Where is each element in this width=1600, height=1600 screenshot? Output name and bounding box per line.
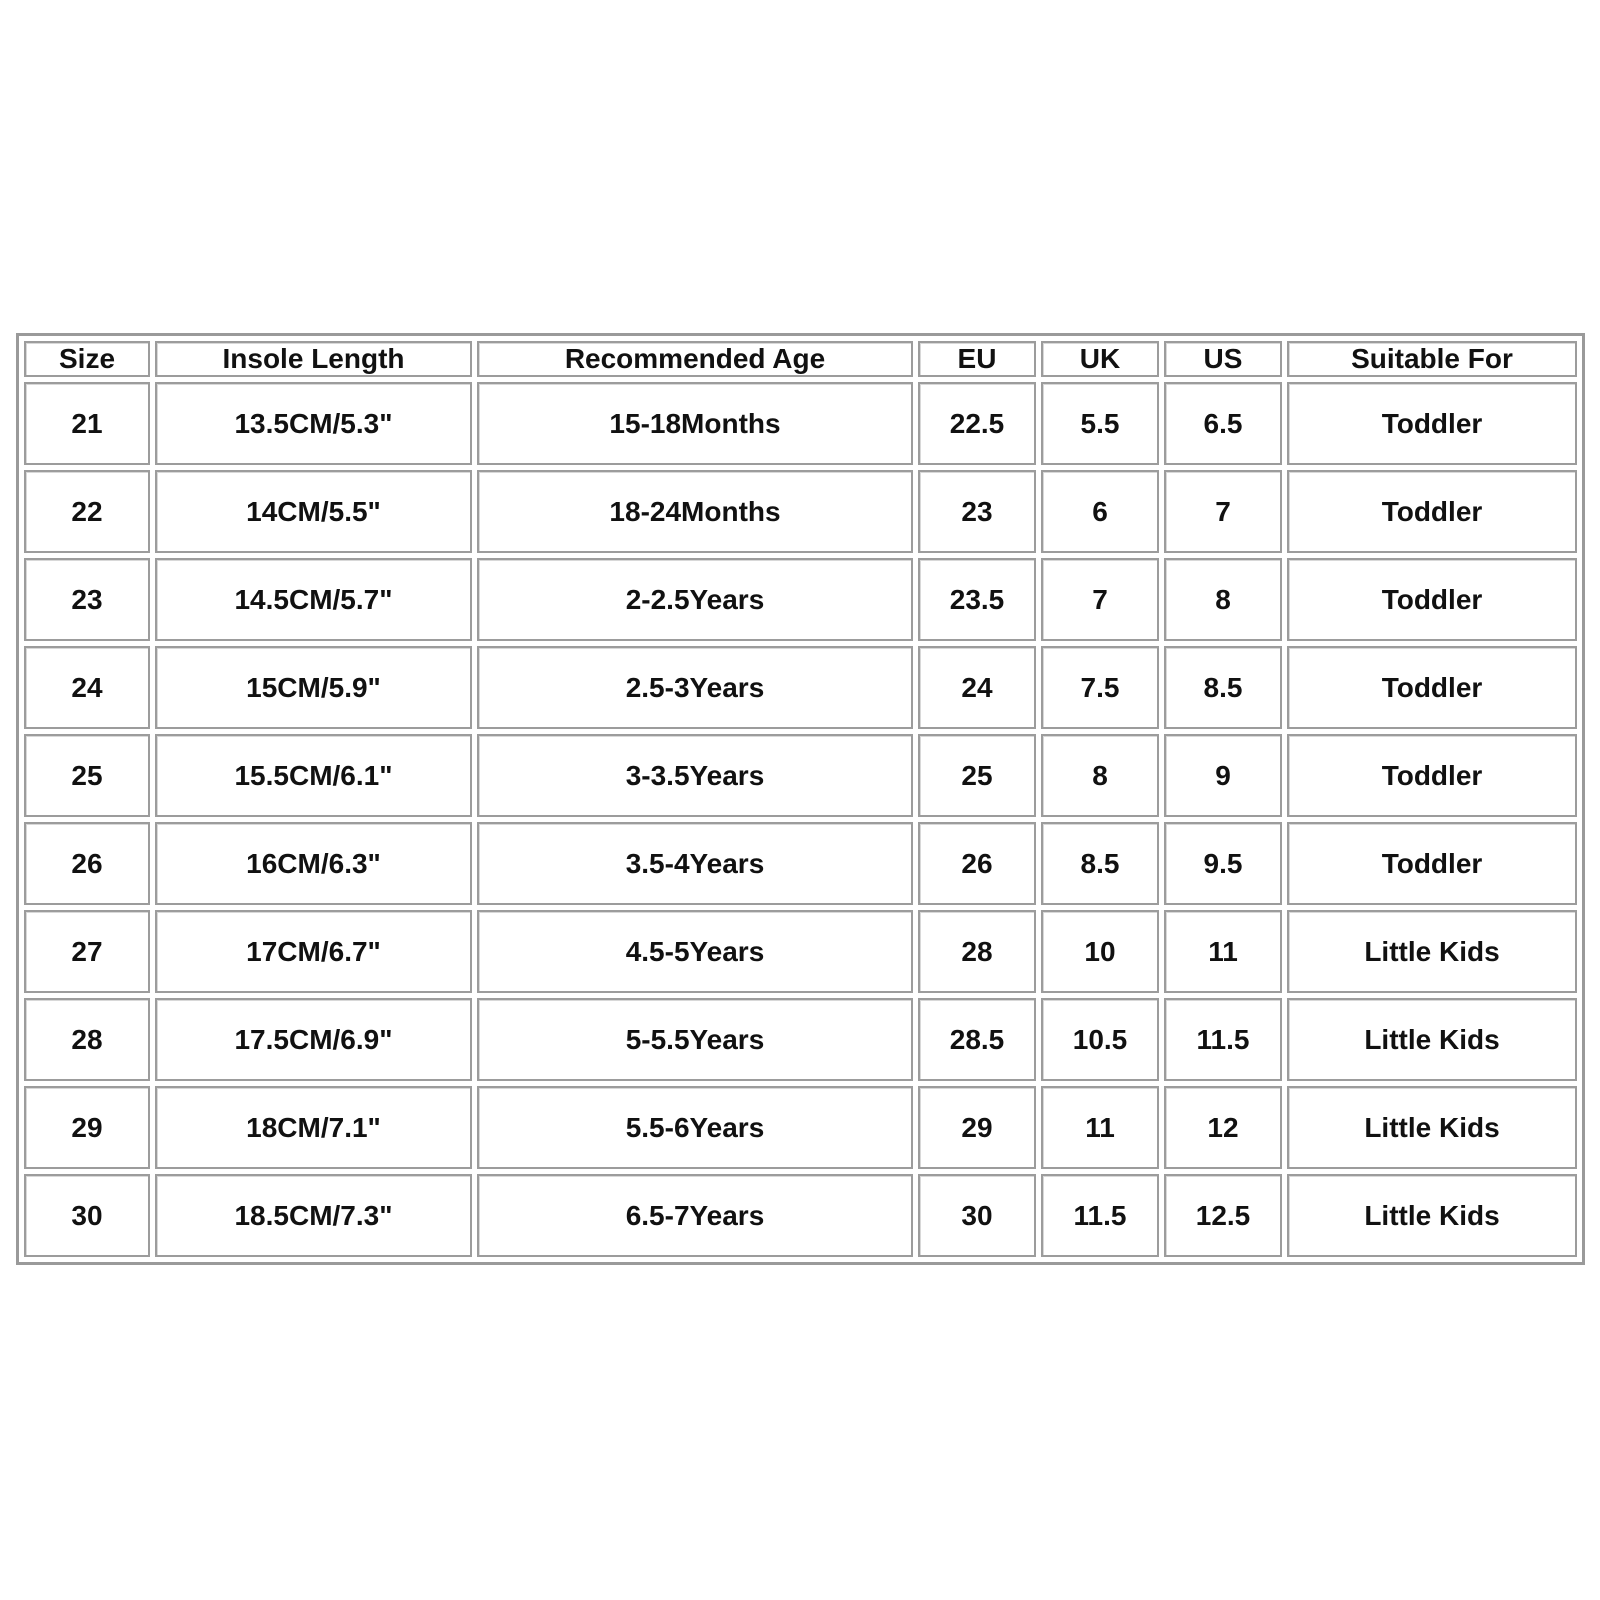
cell-us: 12 xyxy=(1164,1086,1282,1169)
cell-us: 7 xyxy=(1164,470,1282,553)
cell-eu: 30 xyxy=(918,1174,1036,1257)
size-chart-table xyxy=(16,333,1585,1265)
cell-recommended-age: 4.5-5Years xyxy=(477,910,913,993)
header-insole-length: Insole Length xyxy=(155,341,472,377)
header-size: Size xyxy=(24,341,150,377)
cell-suitable-for: Little Kids xyxy=(1287,910,1577,993)
table-row xyxy=(24,910,1577,993)
cell-uk: 11.5 xyxy=(1041,1174,1159,1257)
cell-insole-length: 16CM/6.3" xyxy=(155,822,472,905)
cell-recommended-age: 5-5.5Years xyxy=(477,998,913,1081)
cell-recommended-age: 15-18Months xyxy=(477,382,913,465)
cell-size: 27 xyxy=(24,910,150,993)
cell-eu: 28 xyxy=(918,910,1036,993)
cell-us: 8.5 xyxy=(1164,646,1282,729)
cell-size: 25 xyxy=(24,734,150,817)
cell-us: 11 xyxy=(1164,910,1282,993)
cell-uk: 5.5 xyxy=(1041,382,1159,465)
cell-size: 28 xyxy=(24,998,150,1081)
cell-insole-length: 14CM/5.5" xyxy=(155,470,472,553)
cell-eu: 24 xyxy=(918,646,1036,729)
cell-suitable-for: Toddler xyxy=(1287,734,1577,817)
cell-insole-length: 18CM/7.1" xyxy=(155,1086,472,1169)
cell-size: 22 xyxy=(24,470,150,553)
cell-insole-length: 17CM/6.7" xyxy=(155,910,472,993)
header-row xyxy=(24,341,1577,377)
table-row xyxy=(24,470,1577,553)
cell-eu: 29 xyxy=(918,1086,1036,1169)
cell-uk: 10.5 xyxy=(1041,998,1159,1081)
cell-uk: 8.5 xyxy=(1041,822,1159,905)
header-eu: EU xyxy=(918,341,1036,377)
cell-us: 9 xyxy=(1164,734,1282,817)
table-row xyxy=(24,1174,1577,1257)
cell-uk: 10 xyxy=(1041,910,1159,993)
cell-size: 29 xyxy=(24,1086,150,1169)
header-uk: UK xyxy=(1041,341,1159,377)
table-row xyxy=(24,382,1577,465)
cell-eu: 25 xyxy=(918,734,1036,817)
cell-us: 9.5 xyxy=(1164,822,1282,905)
table-row xyxy=(24,998,1577,1081)
cell-eu: 23.5 xyxy=(918,558,1036,641)
cell-uk: 11 xyxy=(1041,1086,1159,1169)
cell-uk: 7 xyxy=(1041,558,1159,641)
cell-uk: 8 xyxy=(1041,734,1159,817)
cell-size: 30 xyxy=(24,1174,150,1257)
cell-insole-length: 14.5CM/5.7" xyxy=(155,558,472,641)
cell-recommended-age: 2.5-3Years xyxy=(477,646,913,729)
table-row xyxy=(24,822,1577,905)
cell-suitable-for: Toddler xyxy=(1287,382,1577,465)
cell-suitable-for: Toddler xyxy=(1287,822,1577,905)
table-row xyxy=(24,734,1577,817)
table-row xyxy=(24,1086,1577,1169)
cell-insole-length: 17.5CM/6.9" xyxy=(155,998,472,1081)
cell-recommended-age: 3.5-4Years xyxy=(477,822,913,905)
cell-eu: 23 xyxy=(918,470,1036,553)
cell-uk: 6 xyxy=(1041,470,1159,553)
cell-size: 21 xyxy=(24,382,150,465)
header-recommended-age: Recommended Age xyxy=(477,341,913,377)
cell-eu: 22.5 xyxy=(918,382,1036,465)
cell-insole-length: 18.5CM/7.3" xyxy=(155,1174,472,1257)
cell-recommended-age: 5.5-6Years xyxy=(477,1086,913,1169)
cell-recommended-age: 6.5-7Years xyxy=(477,1174,913,1257)
cell-eu: 28.5 xyxy=(918,998,1036,1081)
header-suitable-for: Suitable For xyxy=(1287,341,1577,377)
cell-recommended-age: 18-24Months xyxy=(477,470,913,553)
cell-suitable-for: Little Kids xyxy=(1287,998,1577,1081)
header-us: US xyxy=(1164,341,1282,377)
cell-us: 11.5 xyxy=(1164,998,1282,1081)
cell-insole-length: 13.5CM/5.3" xyxy=(155,382,472,465)
cell-suitable-for: Toddler xyxy=(1287,470,1577,553)
cell-us: 6.5 xyxy=(1164,382,1282,465)
cell-suitable-for: Toddler xyxy=(1287,646,1577,729)
cell-us: 12.5 xyxy=(1164,1174,1282,1257)
table-row xyxy=(24,558,1577,641)
cell-us: 8 xyxy=(1164,558,1282,641)
table-row xyxy=(24,646,1577,729)
cell-recommended-age: 3-3.5Years xyxy=(477,734,913,817)
cell-suitable-for: Toddler xyxy=(1287,558,1577,641)
cell-size: 24 xyxy=(24,646,150,729)
cell-eu: 26 xyxy=(918,822,1036,905)
cell-suitable-for: Little Kids xyxy=(1287,1086,1577,1169)
cell-uk: 7.5 xyxy=(1041,646,1159,729)
cell-size: 26 xyxy=(24,822,150,905)
cell-insole-length: 15CM/5.9" xyxy=(155,646,472,729)
cell-suitable-for: Little Kids xyxy=(1287,1174,1577,1257)
cell-recommended-age: 2-2.5Years xyxy=(477,558,913,641)
cell-insole-length: 15.5CM/6.1" xyxy=(155,734,472,817)
cell-size: 23 xyxy=(24,558,150,641)
